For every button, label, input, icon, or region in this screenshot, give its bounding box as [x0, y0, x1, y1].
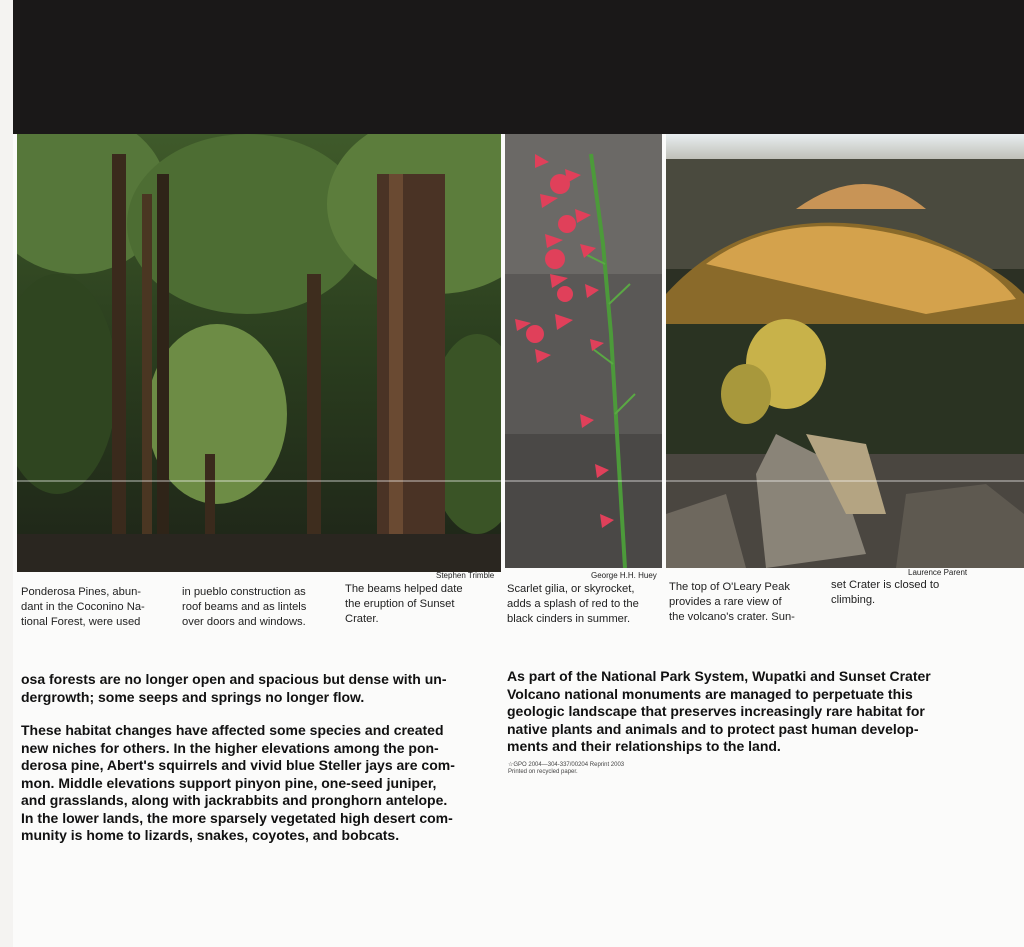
body-left-paragraph-2	[21, 722, 455, 845]
body-line: ments and their relationships to the land.	[507, 738, 781, 754]
caption-line: in pueblo construction as	[182, 586, 306, 598]
body-line: and grasslands, along with jackrabbits and pronghorn antelope.	[21, 792, 448, 808]
printing-line-2: Printed on recycled paper.	[508, 769, 578, 775]
fold-line	[13, 480, 1024, 482]
caption-line: Ponderosa Pines, abun-	[21, 586, 142, 598]
body-line: Volcano national monuments are managed to perpetuate this	[507, 685, 913, 702]
caption-line: the volcano's crater. Sun-	[669, 610, 795, 623]
caption-line: climbing.	[831, 593, 876, 606]
caption-line: adds a splash of red to the	[507, 597, 639, 610]
body-line: As part of the National Park System, Wupatki and Sunset Crater	[507, 668, 931, 684]
caption-pines	[21, 585, 145, 629]
credit-trees: Stephen Trimble	[436, 571, 495, 580]
caption-beams	[345, 582, 463, 626]
caption-line: over doors and windows.	[182, 615, 306, 628]
caption-line: The beams helped date	[345, 583, 463, 595]
body-line: In the lower lands, the more sparsely vegetated high desert com-	[21, 809, 453, 826]
caption-line: The top of O'Leary Peak	[669, 581, 790, 593]
body-line: native plants and animals and to protect past human develop-	[507, 720, 919, 737]
body-line: new niches for others. In the higher elevations among the pon-	[21, 739, 439, 756]
body-line: derosa pine, Abert's squirrels and vivid blue Steller jays are com-	[21, 757, 455, 773]
caption-line: provides a rare view of	[669, 595, 782, 608]
body-left-paragraph-1	[21, 671, 447, 706]
caption-line: black cinders in summer.	[507, 612, 631, 625]
body-line: munity is home to lizards, snakes, coyotes, and bobcats.	[21, 827, 400, 843]
scarlet-gilia-photo	[505, 134, 662, 568]
caption-construction	[182, 585, 306, 629]
caption-line: Scarlet gilia, or skyrocket,	[507, 583, 635, 595]
top-dark-band	[13, 0, 1024, 134]
caption-line: Crater.	[345, 612, 379, 625]
caption-line: tional Forest, were used	[21, 615, 141, 628]
caption-gilia	[507, 582, 639, 626]
caption-sunset	[831, 578, 939, 608]
caption-oleary	[669, 580, 795, 624]
body-right-paragraph	[507, 668, 931, 756]
caption-line: roof beams and as lintels	[182, 600, 307, 613]
crater-landscape-photo	[666, 134, 1024, 568]
caption-line: the eruption of Sunset	[345, 597, 455, 610]
caption-line: dant in the Coconino Na-	[21, 600, 145, 613]
printing-notice	[508, 762, 624, 776]
body-line: osa forests are no longer open and spacious but dense with un-	[21, 671, 447, 687]
printing-line-1: ☆GPO 2004—304-337/00204 Reprint 2003	[508, 762, 625, 768]
page-edge	[0, 0, 13, 947]
pine-forest-photo	[17, 134, 501, 572]
caption-line: set Crater is closed to	[831, 579, 940, 591]
body-line: These habitat changes have affected some species and created	[21, 722, 444, 738]
credit-crater: Laurence Parent	[908, 568, 968, 577]
body-line: dergrowth; some seeps and springs no longer flow.	[21, 688, 365, 705]
body-line: mon. Middle elevations support pinyon pine, one-seed juniper,	[21, 774, 437, 791]
credit-flower: George H.H. Huey	[591, 571, 657, 580]
body-line: geologic landscape that preserves increasingly rare habitat for	[507, 703, 925, 719]
